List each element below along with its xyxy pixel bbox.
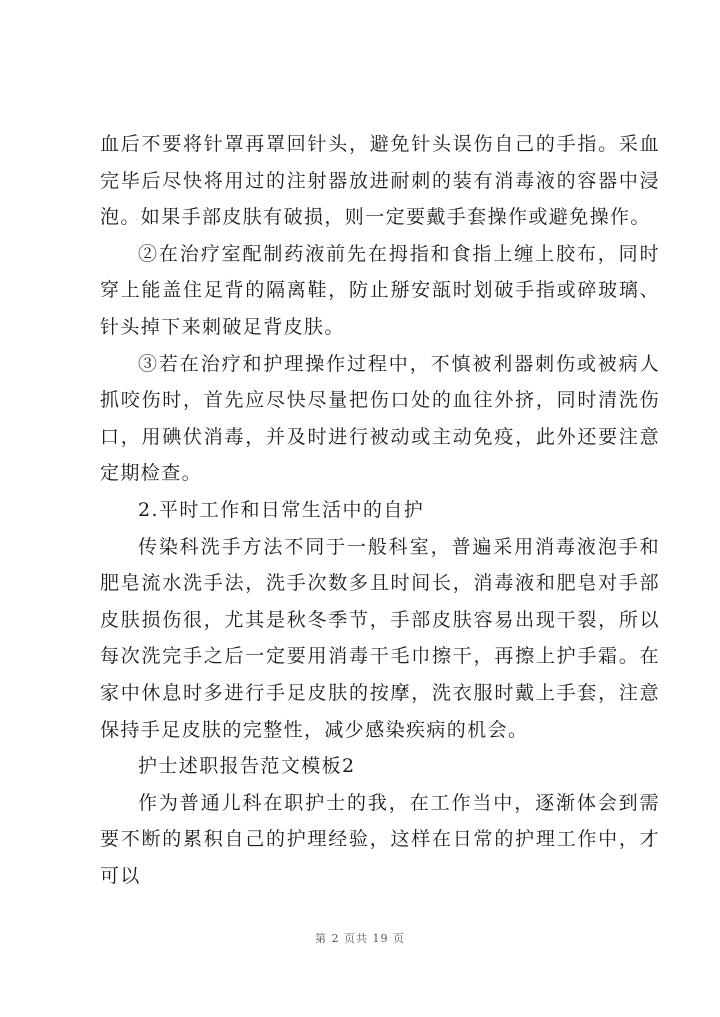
page-number: 第 2 页共 19 页	[315, 932, 405, 945]
template-heading: 护士述职报告范文模板2	[138, 755, 356, 778]
paragraph-4: 传染科洗手方法不同于一般科室，普遍采用消毒液泡手和肥皂流水洗手法，洗手次数多且时间长，消毒液和肥皂对手部皮肤损伤很，尤其是秋冬季节，手部皮肤容易出现干裂，所以每次洗完手之后一定要用消毒干毛巾擦干，再擦上护手霜。在家中休息时多进行手足皮肤的按摩，洗衣服时戴上手套，注意保持手足皮肤的完整性，减少感染疾病的机会。	[100, 535, 660, 741]
paragraph-3: ③若在治疗和护理操作过程中，不慎被利器刺伤或被病人抓咬伤时，首先应尽快尽量把伤口处的血往外挤，同时清洗伤口，用碘伏消毒，并及时进行被动或主动免疫，此外还要注意定期检查。	[100, 352, 660, 485]
paragraph-5: 作为普通儿科在职护士的我，在工作当中，逐渐体会到需要不断的累积自己的护理经验，这样在日常的护理工作中，才可以	[100, 791, 660, 887]
paragraph-2: ②在治疗室配制药液前先在拇指和食指上缠上胶布，同时穿上能盖住足背的隔离鞋，防止掰安瓿时划破手指或碎玻璃、针头掉下来刺破足背皮肤。	[100, 242, 660, 338]
paragraph-1: 血后不要将针罩再罩回针头，避免针头误伤自己的手指。采血完毕后尽快将用过的注射器放进耐刺的装有消毒液的容器中浸泡。如果手部皮肤有破损，则一定要戴手套操作或避免操作。	[100, 133, 660, 229]
page-footer	[0, 930, 720, 946]
section-heading: 2.平时工作和日常生活中的自护	[138, 498, 425, 521]
document-body	[100, 126, 660, 894]
